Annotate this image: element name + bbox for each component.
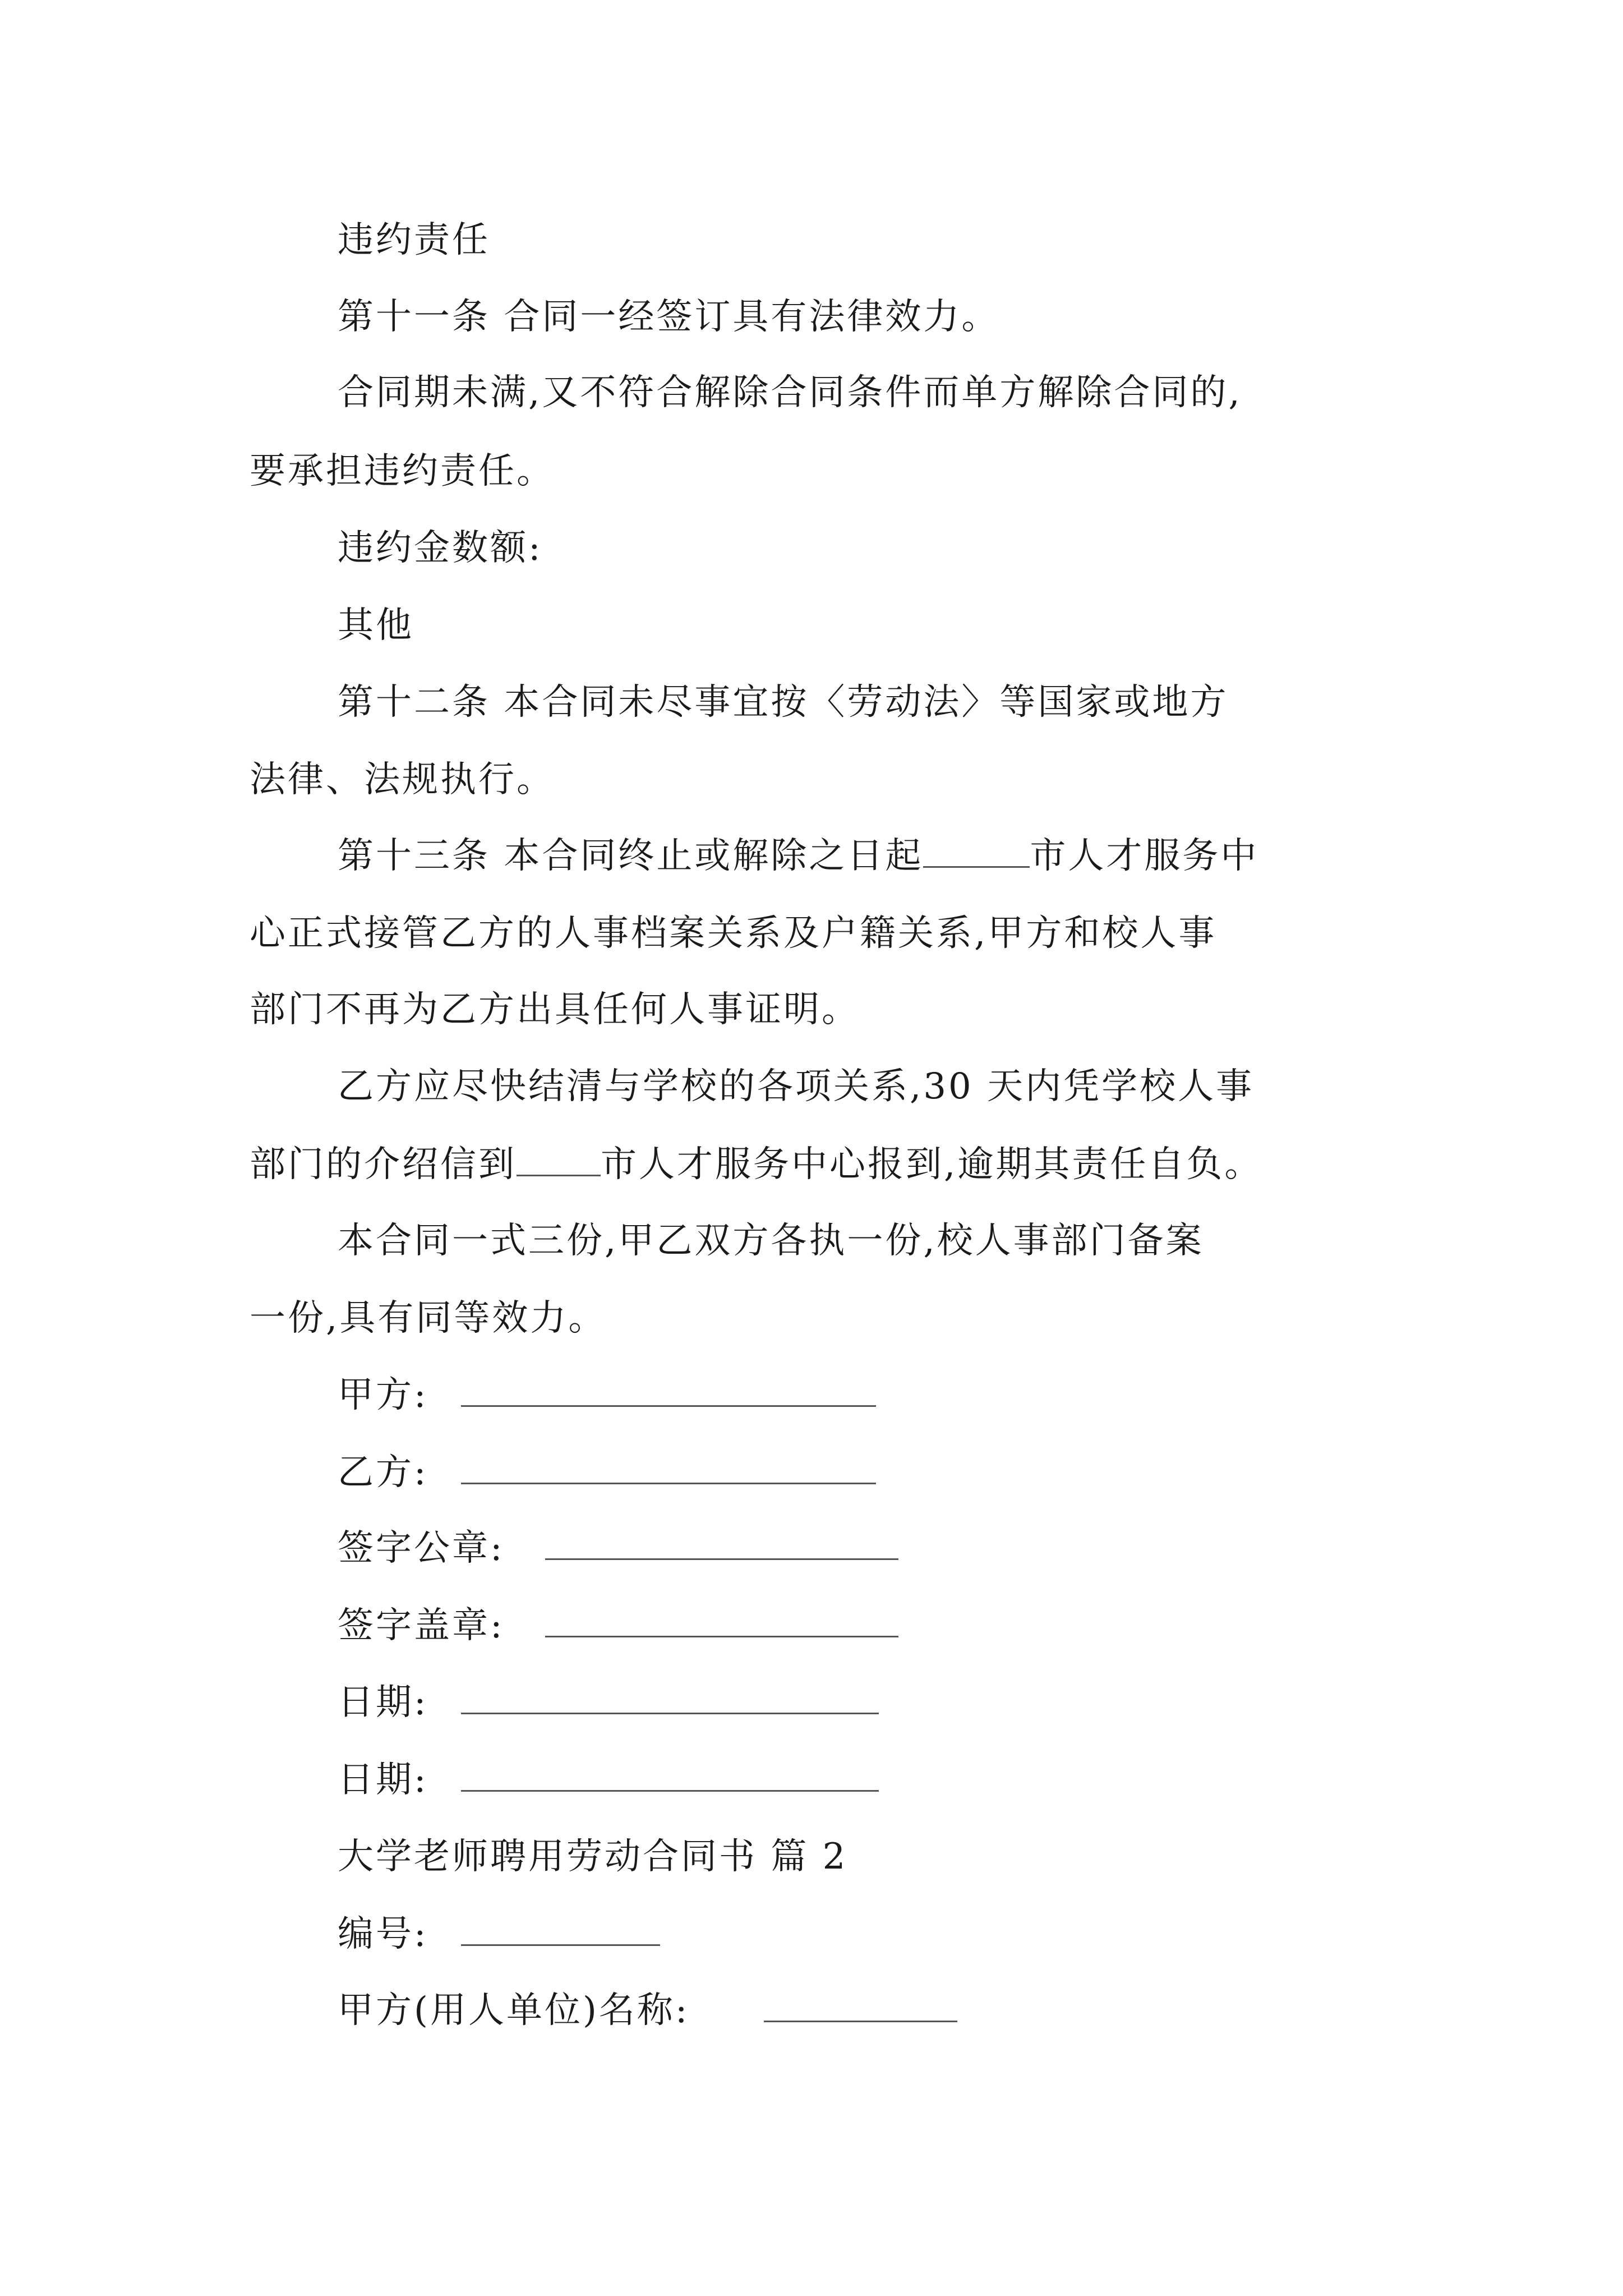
article-11-p2-line1-text: 合同期未满,又不符合解除合同条件而单方解除合同的, bbox=[338, 372, 1242, 413]
date-label-2: 日期: bbox=[338, 1759, 428, 1801]
penalty-amount-line bbox=[338, 526, 543, 570]
date-line-2 bbox=[338, 1757, 879, 1802]
article-12-line-2 bbox=[250, 757, 555, 802]
article-12-line2-text: 法律、法规执行。 bbox=[250, 759, 555, 800]
article-12-line-1 bbox=[338, 680, 1228, 725]
party-b-label: 乙方: bbox=[338, 1452, 428, 1493]
copies-line2-text: 一份,具有同等效力。 bbox=[250, 1297, 607, 1339]
employer-name-label: 甲方(用人单位)名称: bbox=[338, 1990, 690, 2031]
article-13-line3-text: 部门不再为乙方出具任何人事证明。 bbox=[250, 989, 860, 1030]
article-11-paragraph-2-line-1 bbox=[338, 370, 1242, 415]
section-2-title bbox=[338, 1834, 847, 1879]
contract-number-label: 编号: bbox=[338, 1913, 428, 1955]
copies-paragraph-line-2 bbox=[250, 1296, 606, 1341]
party-a-label: 甲方: bbox=[338, 1374, 428, 1416]
date-line-1 bbox=[338, 1680, 879, 1725]
sign-seal-blank-2[interactable] bbox=[545, 1603, 898, 1637]
article-12-line1-text: 第十二条 本合同未尽事宜按〈劳动法〉等国家或地方 bbox=[338, 682, 1229, 723]
sign-seal-line-1 bbox=[338, 1526, 898, 1571]
report-line2-text-b: 市人才服务中心报到,逾期其责任自负。 bbox=[601, 1144, 1263, 1185]
contract-number-line bbox=[338, 1912, 660, 1957]
article-11-p2-line2-text: 要承担违约责任。 bbox=[250, 450, 555, 492]
contract-number-blank[interactable] bbox=[461, 1912, 660, 1946]
article-13-line-2 bbox=[250, 911, 1216, 956]
report-line1-text: 乙方应尽快结清与学校的各项关系,30 天内凭学校人事 bbox=[338, 1066, 1255, 1107]
sign-seal-line-2 bbox=[338, 1603, 898, 1648]
date-label-1: 日期: bbox=[338, 1682, 428, 1723]
article-11-line-1 bbox=[338, 295, 999, 339]
copies-paragraph-line-1 bbox=[338, 1218, 1204, 1263]
copies-line1-text: 本合同一式三份,甲乙双方各执一份,校人事部门备案 bbox=[338, 1220, 1204, 1262]
report-paragraph-line-2 bbox=[250, 1142, 1262, 1187]
article-13-line-3 bbox=[250, 987, 860, 1032]
employer-name-line bbox=[338, 1988, 957, 2033]
article-11-text: 第十一条 合同一经签订具有法律效力。 bbox=[338, 296, 1000, 338]
heading-other bbox=[338, 603, 414, 648]
article-13-line1-text-a: 第十三条 本合同终止或解除之日起 bbox=[338, 835, 924, 877]
report-line2-text-a: 部门的介绍信到 bbox=[250, 1144, 517, 1185]
sign-seal-blank-1[interactable] bbox=[545, 1526, 898, 1560]
article-11-paragraph-2-line-2 bbox=[250, 449, 555, 494]
section-2-title-text: 大学老师聘用劳动合同书 篇 2 bbox=[338, 1836, 848, 1878]
party-a-blank[interactable] bbox=[461, 1373, 876, 1407]
sign-seal-label-2: 签字盖章: bbox=[338, 1605, 505, 1646]
penalty-amount-label: 违约金数额: bbox=[338, 527, 543, 569]
report-paragraph-line-1 bbox=[338, 1064, 1254, 1109]
city-name-blank-2[interactable] bbox=[517, 1142, 601, 1176]
date-blank-1[interactable] bbox=[461, 1680, 879, 1714]
party-b-blank[interactable] bbox=[461, 1450, 876, 1484]
party-a-signature-line bbox=[338, 1373, 876, 1418]
article-13-line1-text-b: 市人才服务中 bbox=[1030, 835, 1259, 877]
heading-breach-text: 违约责任 bbox=[338, 219, 490, 261]
heading-breach-liability bbox=[338, 218, 490, 263]
employer-name-blank[interactable] bbox=[764, 1988, 957, 2022]
article-13-line-1 bbox=[338, 834, 1258, 878]
heading-other-text: 其他 bbox=[338, 605, 414, 646]
city-name-blank-1[interactable] bbox=[923, 834, 1030, 868]
article-13-line2-text: 心正式接管乙方的人事档案关系及户籍关系,甲方和校人事 bbox=[250, 913, 1217, 954]
party-b-signature-line bbox=[338, 1450, 876, 1495]
sign-seal-label-1: 签字公章: bbox=[338, 1527, 505, 1569]
date-blank-2[interactable] bbox=[461, 1757, 879, 1792]
